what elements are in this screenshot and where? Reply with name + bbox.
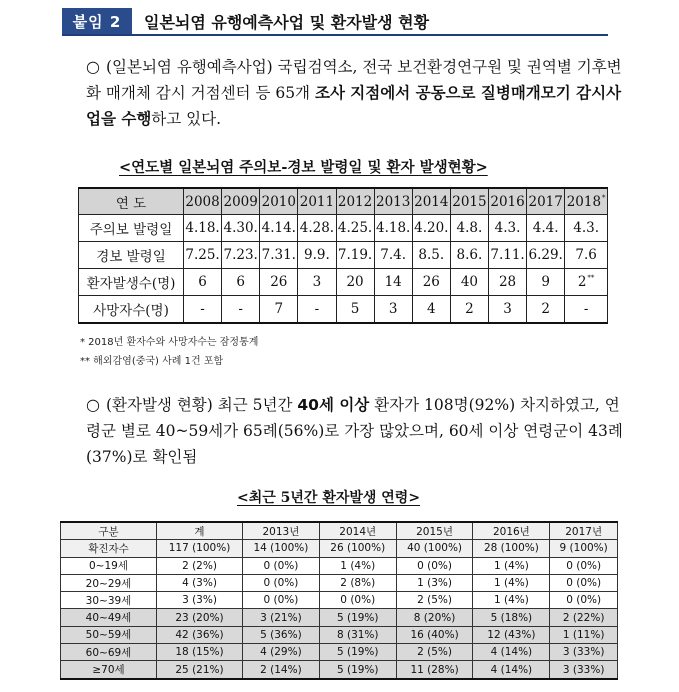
table-cell: 0 (0%): [550, 574, 618, 591]
table-cell: 28 (100%): [473, 540, 550, 557]
paragraph-patients: [86, 392, 631, 470]
table-cell: 7.19.: [336, 242, 374, 269]
table-cell: 4.14.: [260, 215, 298, 242]
header-cell: 계: [157, 522, 243, 540]
row-label: ≥70세: [61, 661, 157, 679]
table-cell: 9.9.: [298, 242, 336, 269]
row-label: 확진자수: [61, 540, 157, 557]
table-row: [79, 296, 608, 324]
table-cell: 2**: [565, 269, 608, 296]
table-cell: 7.4.: [374, 242, 412, 269]
table-cell: 1 (4%): [473, 592, 550, 609]
table-cell: -: [222, 296, 260, 324]
header-cell-year: 2009: [222, 188, 260, 215]
table-cell: 7.31.: [260, 242, 298, 269]
table-cell: 1 (4%): [473, 574, 550, 591]
section-header: [62, 8, 608, 36]
paragraph-text-end: 하고 있다.: [151, 110, 222, 128]
table-cell: 11 (28%): [396, 661, 473, 679]
header-cell-year: 2016: [489, 188, 527, 215]
row-label: 0~19세: [61, 557, 157, 574]
table-row: [79, 269, 608, 296]
table-cell: -: [298, 296, 336, 324]
table-cell: 4.20.: [412, 215, 450, 242]
table-cell: -: [565, 296, 608, 324]
circle-bullet-icon: ○: [86, 57, 100, 76]
table-cell: 8 (20%): [396, 609, 473, 626]
table-cell: 6: [222, 269, 260, 296]
table-row: [61, 661, 618, 679]
table-cell: 23 (20%): [157, 609, 243, 626]
attachment-badge: 붙임 2: [62, 8, 132, 34]
table-row: [61, 626, 618, 643]
table-cell: 4 (14%): [473, 644, 550, 661]
table-cell: 4 (29%): [243, 644, 320, 661]
table-cell: 42 (36%): [157, 626, 243, 643]
table-cell: 7.25.: [184, 242, 222, 269]
table-cell: 3 (33%): [550, 644, 618, 661]
section-title: 일본뇌염 유행예측사업 및 환자발생 현황: [144, 13, 430, 32]
table-cell: 0 (0%): [319, 592, 396, 609]
table-cell: 0 (0%): [550, 557, 618, 574]
header-cell: 구분: [61, 522, 157, 540]
row-label: 40~49세: [61, 609, 157, 626]
header-cell-year: 2015: [450, 188, 488, 215]
table-cell: 1 (11%): [550, 626, 618, 643]
table-cell: 40: [450, 269, 488, 296]
header-cell-year: 2008: [184, 188, 222, 215]
table-cell: 40 (100%): [396, 540, 473, 557]
table-cell: 9: [527, 269, 565, 296]
table-cell: 2 (14%): [243, 661, 320, 679]
table-cell: 25 (21%): [157, 661, 243, 679]
table-cell: 7.6: [565, 242, 608, 269]
header-cell-year: 2018*: [565, 188, 608, 215]
table2-title: <최근 5년간 환자발생 연령>: [237, 490, 421, 506]
circle-bullet-icon: ○: [86, 395, 100, 414]
table-cell: 14 (100%): [243, 540, 320, 557]
table-cell: 5 (18%): [473, 609, 550, 626]
table-cell: 6.29.: [527, 242, 565, 269]
table-cell: -: [184, 296, 222, 324]
alert-table: [78, 187, 608, 324]
table-cell: 4.18.: [374, 215, 412, 242]
table-cell: 26: [260, 269, 298, 296]
table-cell: 0 (0%): [396, 557, 473, 574]
age-table: [60, 521, 618, 680]
table-cell: 4 (14%): [473, 661, 550, 679]
header-cell-year: 2017: [527, 188, 565, 215]
table-cell: 5 (19%): [319, 661, 396, 679]
table-cell: 7.23.: [222, 242, 260, 269]
table-cell: 5 (36%): [243, 626, 320, 643]
table-cell: 8 (31%): [319, 626, 396, 643]
table-cell: 5: [336, 296, 374, 324]
row-label: 사망자수(명): [79, 296, 184, 324]
table-cell: 14: [374, 269, 412, 296]
paragraph-bold-text: 40세 이상: [297, 396, 370, 414]
table-cell: 3: [298, 269, 336, 296]
table-cell: 2: [527, 296, 565, 324]
table-cell: 7.11.: [489, 242, 527, 269]
table-cell: 4 (3%): [157, 574, 243, 591]
table-cell: 26 (100%): [319, 540, 396, 557]
row-label: 60~69세: [61, 644, 157, 661]
table-cell: 0 (0%): [243, 557, 320, 574]
table-cell: 0 (0%): [243, 574, 320, 591]
table-cell: 3: [489, 296, 527, 324]
footnote-provisional: * 2018년 환자수와 사망자수는 잠정통계: [80, 337, 259, 348]
table-cell: 3 (21%): [243, 609, 320, 626]
table-header-row: [61, 522, 618, 540]
table-cell: 3 (33%): [550, 661, 618, 679]
table-cell: 117 (100%): [157, 540, 243, 557]
footnote-overseas: ** 해외감염(중국) 사례 1건 포함: [80, 356, 224, 367]
table-cell: 2 (22%): [550, 609, 618, 626]
table-cell: 4.8.: [450, 215, 488, 242]
footnote-mark: *: [602, 193, 606, 202]
table-cell: 4.3.: [489, 215, 527, 242]
table-row: [61, 644, 618, 661]
table-cell: 7: [260, 296, 298, 324]
header-cell-year: 2010: [260, 188, 298, 215]
table-cell: 8.6.: [450, 242, 488, 269]
table-cell: 1 (4%): [473, 557, 550, 574]
table-cell: 2 (5%): [396, 592, 473, 609]
header-cell: 2013년: [243, 522, 320, 540]
table-row: [79, 242, 608, 269]
table-cell: 6: [184, 269, 222, 296]
table-cell: 1 (4%): [319, 557, 396, 574]
table-cell: 4: [412, 296, 450, 324]
header-cell-year: 2012: [336, 188, 374, 215]
header-cell-year: 2011: [298, 188, 336, 215]
row-label: 20~29세: [61, 574, 157, 591]
table-header-row: [79, 188, 608, 215]
table-row: [61, 540, 618, 557]
row-label: 30~39세: [61, 592, 157, 609]
table-row: [79, 215, 608, 242]
paragraph-text: (일본뇌염 유행예측사업) 국립검역소, 전국 보건환경연구원 및 권역별 기후변화 매개체 감시 거점센터 등 65개: [86, 58, 622, 102]
paragraph-surveillance: [86, 54, 626, 132]
row-label: 주의보 발령일: [79, 215, 184, 242]
table-cell: 9 (100%): [550, 540, 618, 557]
table-cell: 26: [412, 269, 450, 296]
table-cell: 5 (19%): [319, 609, 396, 626]
table-cell: 18 (15%): [157, 644, 243, 661]
table-cell: 3: [374, 296, 412, 324]
table-cell: 4.18.: [184, 215, 222, 242]
table-cell: 12 (43%): [473, 626, 550, 643]
header-cell: 2016년: [473, 522, 550, 540]
header-cell: 2015년: [396, 522, 473, 540]
table-cell: 2 (2%): [157, 557, 243, 574]
header-cell-year-label: 연 도: [79, 188, 184, 215]
table-row: [61, 557, 618, 574]
table-cell: 4.4.: [527, 215, 565, 242]
paragraph-bold-text: 조사 지점에서 공동으로 질병매개모기 감시사업을 수행: [86, 84, 622, 128]
row-label: 50~59세: [61, 626, 157, 643]
table-row: [61, 574, 618, 591]
table-cell: 28: [489, 269, 527, 296]
footnote-mark: **: [587, 274, 595, 282]
table-cell: 3 (3%): [157, 592, 243, 609]
table-cell: 1 (3%): [396, 574, 473, 591]
header-cell: 2017년: [550, 522, 618, 540]
header-cell-year: 2013: [374, 188, 412, 215]
table-cell: 2: [450, 296, 488, 324]
table-cell: 0 (0%): [550, 592, 618, 609]
table-cell: 4.30.: [222, 215, 260, 242]
table-cell: 4.28.: [298, 215, 336, 242]
table-cell: 20: [336, 269, 374, 296]
table-cell: 0 (0%): [243, 592, 320, 609]
table-cell: 8.5.: [412, 242, 450, 269]
table1-title: <연도별 일본뇌염 주의보-경보 발령일 및 환자 발생현황>: [119, 159, 488, 176]
table-row: [61, 609, 618, 626]
paragraph-text-end: 환자가 108명(92%) 차지하였고, 연령군 별로 40~59세가 65례(56%)로 가장 많았으며, 60세 이상 연령군이 43례(37%)로 확인됨: [86, 396, 623, 466]
table-cell: 2 (8%): [319, 574, 396, 591]
table-cell: 2 (5%): [396, 644, 473, 661]
row-label: 경보 발령일: [79, 242, 184, 269]
header-cell: 2014년: [319, 522, 396, 540]
table-cell: 4.25.: [336, 215, 374, 242]
table-cell: 4.3.: [565, 215, 608, 242]
row-label: 환자발생수(명): [79, 269, 184, 296]
header-cell-year: 2014: [412, 188, 450, 215]
table-row: [61, 592, 618, 609]
table-cell: 16 (40%): [396, 626, 473, 643]
paragraph-text: (환자발생 현황) 최근 5년간: [105, 396, 298, 414]
table-cell: 5 (19%): [319, 644, 396, 661]
